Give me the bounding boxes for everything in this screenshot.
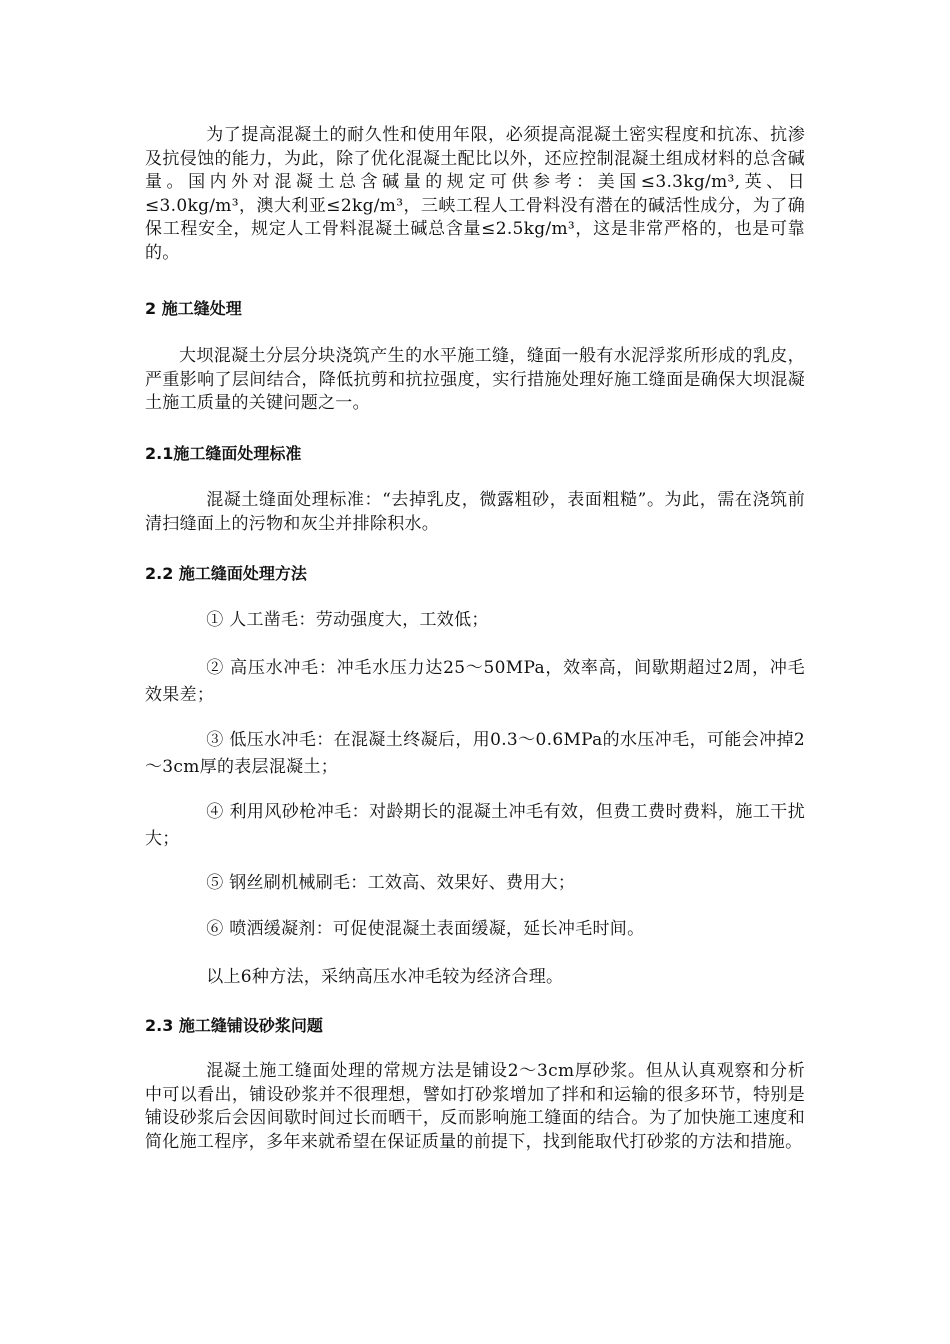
method-item-5: ⑤ 钢丝刷机械刷毛：工效高、效果好、费用大；: [206, 873, 576, 893]
method-item-2: ② 高压水冲毛：冲毛水压力达25～50MPa，效率高，间歇期超过2周，冲毛效果差；: [145, 658, 805, 705]
section-2-paragraph: 大坝混凝土分层分块浇筑产生的水平施工缝，缝面一般有水泥浮浆所形成的乳皮，严重影响了层间结合，降低抗剪和抗拉强度，实行措施处理好施工缝面是确保大坝混凝土施工质量的关键问题之一。: [145, 346, 805, 413]
section-2-3-heading: 2.3 施工缝铺设砂浆问题: [145, 1016, 323, 1035]
section-2-1-heading: 2.1施工缝面处理标准: [145, 444, 302, 463]
intro-paragraph: 为了提高混凝土的耐久性和使用年限，必须提高混凝土密实程度和抗冻、抗渗及抗侵蚀的能力，为此，除了优化混凝土配比以外，还应控制混凝土组成材料的总含碱量。国内外对混凝土总含碱量的规定可供参考：美国≤3.3kg/m³,英、日≤3.0kg/m³，澳大利亚≤2kg/m³，三峡工程人工骨料没有潜在的碱活性成分，为了确保工程安全，规定人工骨料混凝土碱总含量≤2.5kg/m³，这是非常严格的，也是可靠的。: [145, 125, 805, 263]
method-item-1: ① 人工凿毛：劳动强度大，工效低；: [206, 610, 489, 630]
method-item-4: ④ 利用风砂枪冲毛：对龄期长的混凝土冲毛有效，但费工费时费料，施工干扰大；: [145, 802, 805, 849]
method-item-3: ③ 低压水冲毛：在混凝土终凝后，用0.3～0.6MPa的水压冲毛，可能会冲掉2～3cm厚的表层混凝土；: [145, 730, 805, 777]
section-2-3-paragraph: 混凝土施工缝面处理的常规方法是铺设2～3cm厚砂浆。但从认真观察和分析中可以看出，铺设砂浆并不很理想，譬如打砂浆增加了拌和和运输的很多环节，特别是铺设砂浆后会因间歇时间过长而晒干，反而影响施工缝面的结合。为了加快施工速度和简化施工程序，多年来就希望在保证质量的前提下，找到能取代打砂浆的方法和措施。: [145, 1061, 805, 1152]
section-2-1-paragraph: 混凝土缝面处理标准：“去掉乳皮，微露粗砂，表面粗糙”。为此，需在浇筑前清扫缝面上的污物和灰尘并排除积水。: [145, 490, 805, 534]
section-2-2-heading: 2.2 施工缝面处理方法: [145, 564, 307, 583]
section-2-heading: 2 施工缝处理: [145, 299, 242, 318]
method-item-6: ⑥ 喷洒缓凝剂：可促使混凝土表面缓凝，延长冲毛时间。: [206, 919, 645, 939]
methods-summary: 以上6种方法，采纳高压水冲毛较为经济合理。: [206, 967, 564, 987]
